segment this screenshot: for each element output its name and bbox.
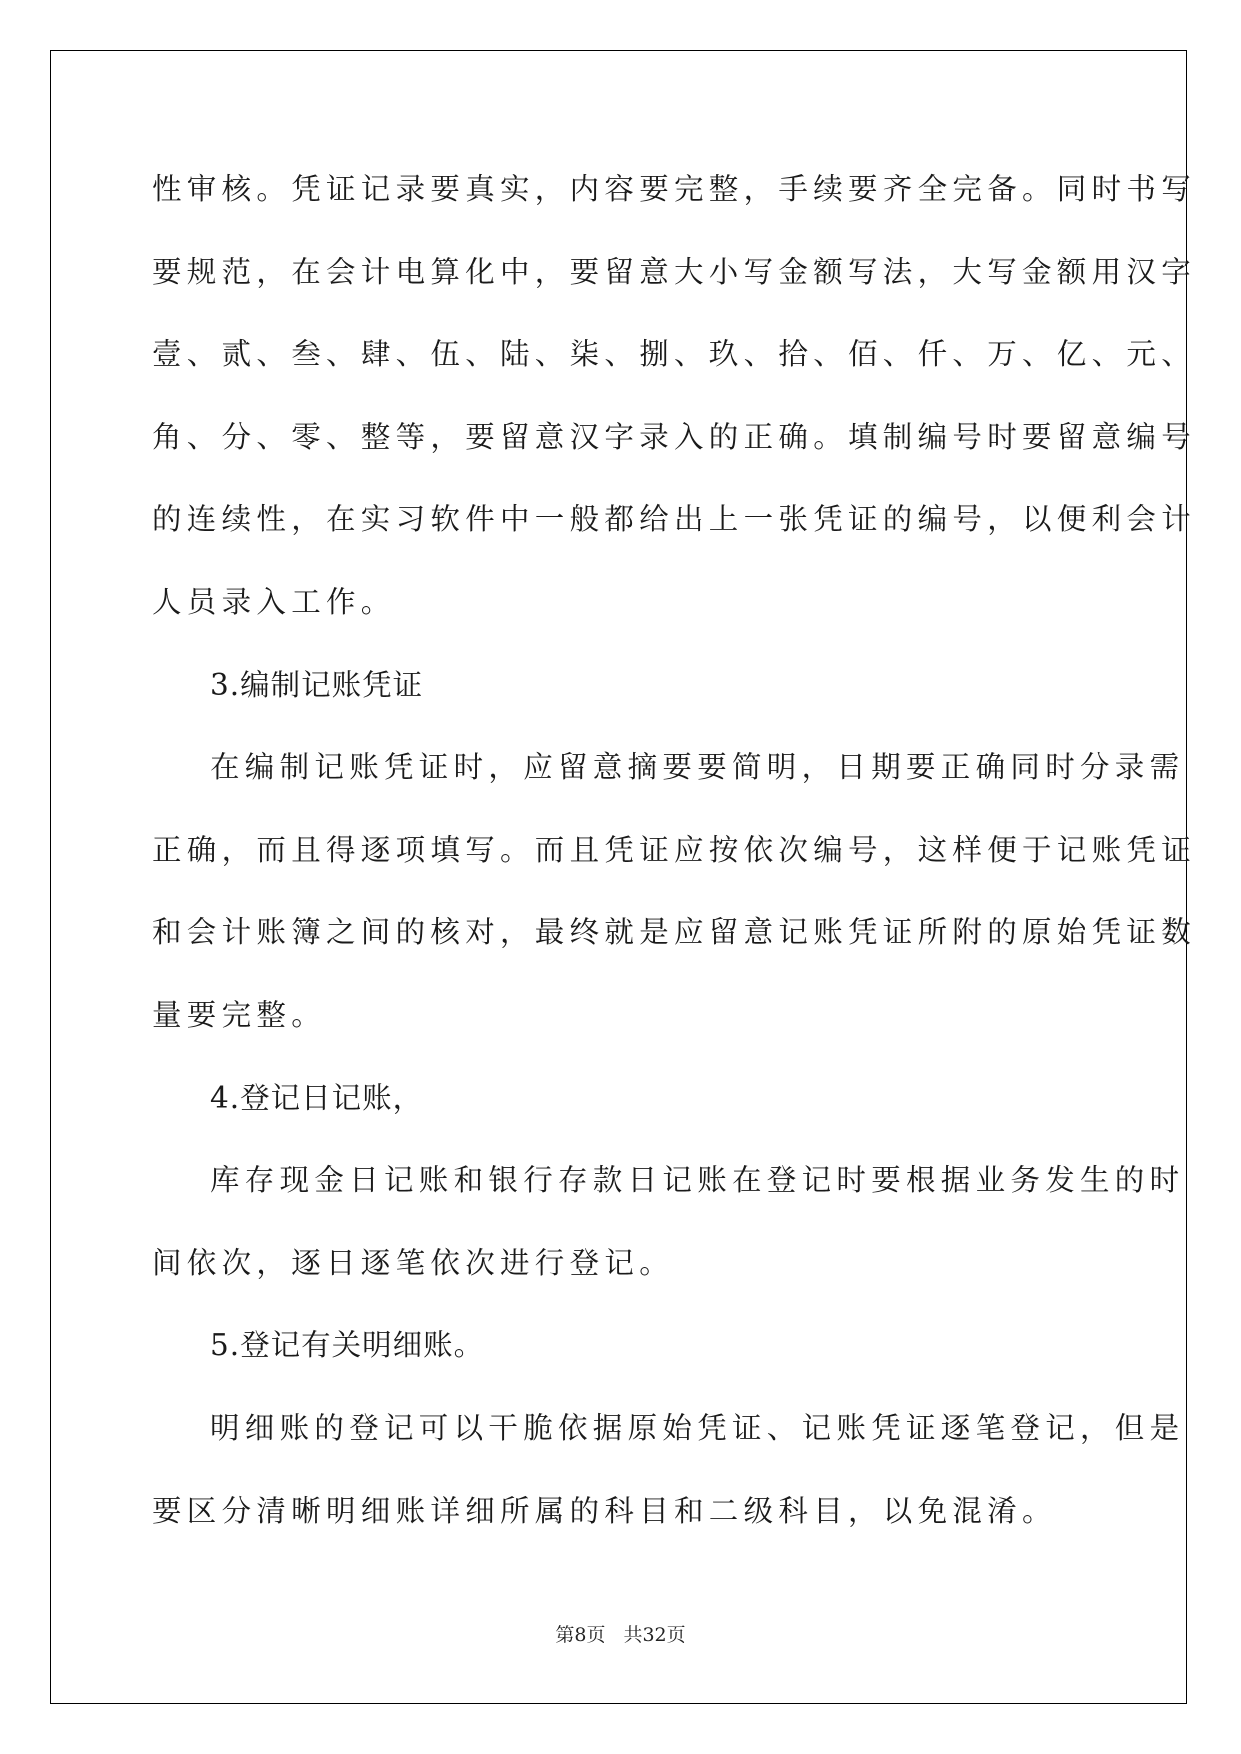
paragraph-line: 角、分、零、整等，要留意汉字录入的正确。填制编号时要留意编号	[152, 419, 1197, 454]
section-heading: 3.编制记账凭证	[210, 667, 424, 702]
paragraph-line: 库存现金日记账和银行存款日记账在登记时要根据业务发生的时	[210, 1163, 1185, 1198]
paragraph-line: 明细账的登记可以干脆依据原始凭证、记账凭证逐笔登记，但是	[210, 1410, 1185, 1445]
paragraph-line: 的连续性，在实习软件中一般都给出上一张凭证的编号，以便利会计	[152, 502, 1197, 537]
paragraph-line: 和会计账簿之间的核对，最终就是应留意记账凭证所附的原始凭证数	[152, 915, 1197, 950]
paragraph-line: 壹、贰、叁、肆、伍、陆、柒、捌、玖、拾、佰、仟、万、亿、元、	[152, 337, 1197, 372]
paragraph-line: 要规范，在会计电算化中，要留意大小写金额写法，大写金额用汉字	[152, 254, 1197, 289]
paragraph-line: 要区分清晰明细账详细所属的科目和二级科目，以免混淆。	[152, 1493, 1057, 1528]
document-body	[152, 148, 1197, 1552]
paragraph-line: 在编制记账凭证时，应留意摘要要简明，日期要正确同时分录需	[210, 750, 1185, 785]
paragraph-line: 人员录入工作。	[152, 584, 396, 619]
paragraph-line: 量要完整。	[152, 997, 327, 1032]
page-footer	[0, 1623, 1241, 1647]
section-heading: 5.登记有关明细账。	[210, 1328, 485, 1363]
page-total: 共32页	[623, 1624, 686, 1646]
page-number: 第8页	[555, 1624, 606, 1646]
paragraph-line: 间依次，逐日逐笔依次进行登记。	[152, 1245, 675, 1280]
section-heading: 4.登记日记账，	[210, 1080, 424, 1115]
paragraph-line: 性审核。凭证记录要真实，内容要完整，手续要齐全完备。同时书写	[152, 172, 1197, 206]
paragraph-line: 正确，而且得逐项填写。而且凭证应按依次编号，这样便于记账凭证	[152, 832, 1197, 867]
